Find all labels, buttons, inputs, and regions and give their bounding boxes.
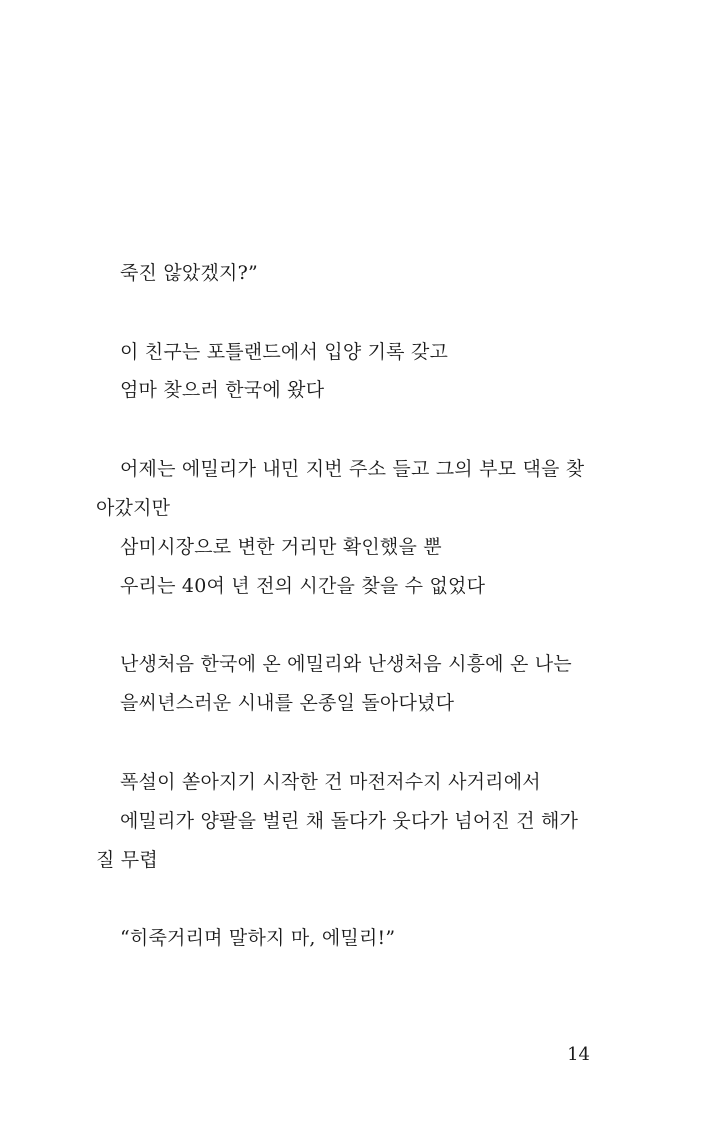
poem-line: 난생처음 한국에 온 에밀리와 난생처음 시흥에 온 나는 xyxy=(120,653,572,675)
poem-line: 엄마 찾으러 한국에 왔다 xyxy=(120,379,325,401)
poem-line: 폭설이 쏟아지기 시작한 건 마전저수지 사거리에서 xyxy=(120,771,541,793)
poem-line: “히죽거리며 말하지 마, 에밀리!” xyxy=(120,927,396,949)
poem-line-continuation: 아갔지만 xyxy=(96,497,171,519)
poem-line: 삼미시장으로 변한 거리만 확인했을 뿐 xyxy=(120,536,442,558)
page-number: 14 xyxy=(567,1044,590,1065)
poem-line-continuation: 질 무렵 xyxy=(96,849,158,871)
poem-line: 을씨년스러운 시내를 온종일 돌아다녔다 xyxy=(120,692,455,714)
poem-line: 에밀리가 양팔을 벌린 채 돌다가 웃다가 넘어진 건 해가 xyxy=(120,810,579,832)
poem-line: 이 친구는 포틀랜드에서 입양 기록 갖고 xyxy=(120,341,449,363)
poem-line: 우리는 40여 년 전의 시간을 찾을 수 없었다 xyxy=(120,575,486,597)
poem-line: 어제는 에밀리가 내민 지번 주소 들고 그의 부모 댁을 찾 xyxy=(120,458,585,480)
poem-line: 죽진 않았겠지?” xyxy=(120,262,258,284)
